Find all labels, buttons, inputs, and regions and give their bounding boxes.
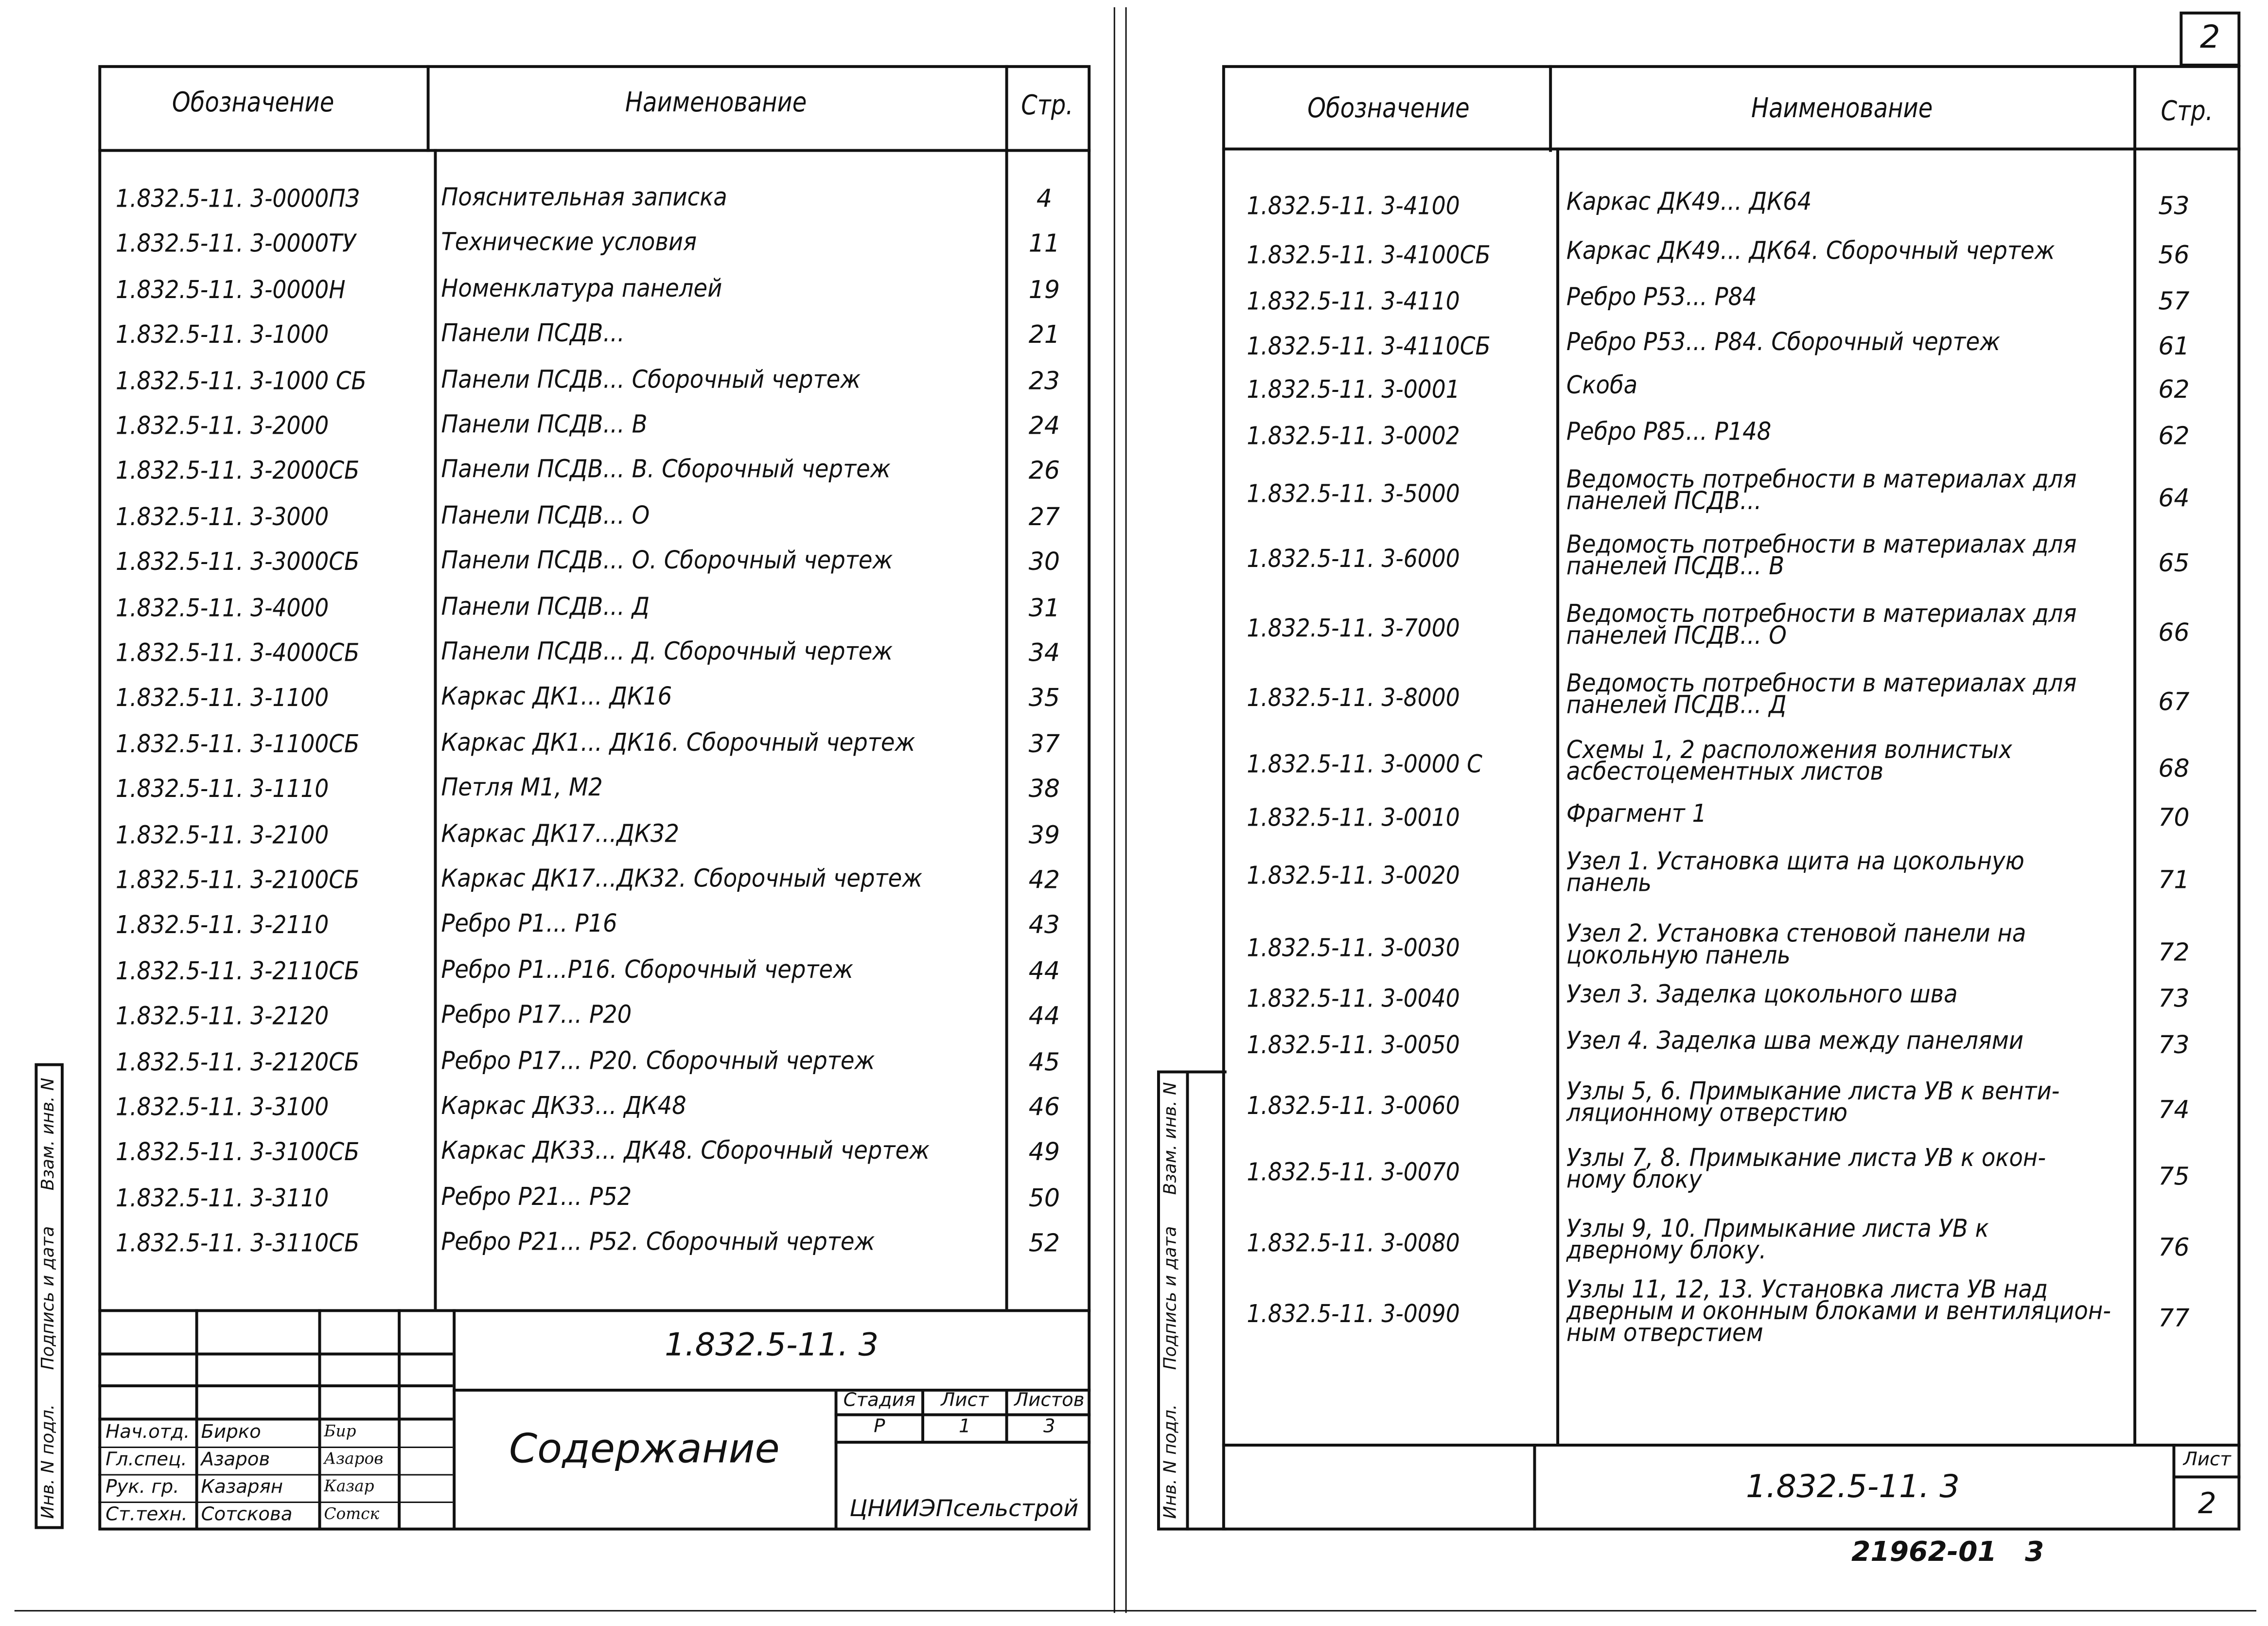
row-page: 68 [2158, 755, 2190, 784]
signer-signature: Азаров [324, 1449, 384, 1468]
stage-value: Р [874, 1416, 885, 1438]
col-divider [1005, 65, 1008, 1309]
signer-role: Гл.спец. [105, 1449, 187, 1471]
row-code: 1.832.5-11. 3-2110 [116, 912, 329, 941]
signer-role: Нач.отд. [105, 1422, 190, 1444]
row-name: Ребро Р85... Р148 [1566, 418, 1772, 447]
fold-line [1114, 7, 1115, 1613]
row-page: 4 [1036, 185, 1053, 214]
row-page: 35 [1028, 685, 1060, 714]
row-page: 42 [1028, 866, 1060, 896]
row-code: 1.832.5-11. 3-3110СБ [116, 1230, 360, 1259]
row-code: 1.832.5-11. 3-3000 [116, 503, 329, 532]
row-name: Каркас ДК17...ДК32 [441, 819, 679, 849]
signer-signature: Сотск [324, 1504, 380, 1523]
row-name: Ребро Р21... Р52 [441, 1183, 632, 1212]
row-page: 23 [1028, 367, 1060, 396]
row-name: Панели ПСДВ... Д. Сборочный чертеж [441, 637, 893, 667]
row-code: 1.832.5-11. 3-2000 [116, 412, 329, 442]
row-code: 1.832.5-11. 3-0000Н [116, 276, 346, 305]
row-name: Ребро Р17... Р20. Сборочный чертеж [441, 1046, 875, 1076]
signer-name: Казарян [201, 1477, 283, 1499]
row-page: 62 [2158, 422, 2190, 452]
row-code: 1.832.5-11. 3-0000ПЗ [116, 185, 360, 214]
row-code: 1.832.5-11. 3-2120 [116, 1003, 329, 1032]
tb-divider [835, 1441, 1091, 1444]
row-code: 1.832.5-11. 3-4000СБ [116, 639, 360, 669]
archive-number: 21962-01 [1851, 1536, 1997, 1568]
tb-divider [98, 1353, 453, 1356]
row-page: 57 [2158, 288, 2190, 317]
row-name: Скоба [1566, 371, 1638, 401]
row-name: Номенклатура панелей [441, 274, 722, 304]
row-name: Узел 4. Заделка шва между панелями [1566, 1027, 2024, 1056]
row-name: Ребро Р53... Р84. Сборочный чертеж [1566, 328, 2001, 357]
copy-number: 3 [2025, 1536, 2044, 1568]
row-code: 1.832.5-11. 3-2120СБ [116, 1048, 360, 1078]
row-code: 1.832.5-11. 3-2100СБ [116, 866, 360, 896]
sheets-label: Листов [1014, 1390, 1085, 1412]
row-page: 61 [2158, 333, 2190, 362]
row-code: 1.832.5-11. 3-0070 [1247, 1158, 1460, 1188]
row-page: 73 [2158, 1031, 2190, 1060]
sheets-value: 3 [1043, 1416, 1055, 1438]
signer-role: Ст.техн. [105, 1504, 188, 1526]
row-name: Каркас ДК1... ДК16. Сборочный чертеж [441, 728, 915, 758]
row-name: Пояснительная записка [441, 183, 727, 213]
row-name: Технические условия [441, 229, 697, 258]
row-page: 64 [2158, 484, 2190, 514]
row-page: 30 [1028, 548, 1060, 578]
col-divider [434, 149, 437, 1309]
row-name: Панели ПСДВ... В [441, 410, 648, 440]
header-designation: Обозначение [1307, 92, 1470, 124]
row-name: Ведомость потребности в материалах для панелей ПСДВ... О [1566, 600, 2077, 651]
row-name: Каркас ДК49... ДК64 [1566, 188, 1812, 217]
row-code: 1.832.5-11. 3-0040 [1247, 985, 1460, 1014]
row-page: 71 [2158, 866, 2190, 896]
row-page: 65 [2158, 549, 2190, 579]
corner-page-number: 2 [2199, 20, 2220, 57]
row-name: Узлы 11, 12, 13. Установка листа УВ над дверным и оконным блоками и вентиляцион- ным отверстием [1566, 1275, 2111, 1348]
row-name: Панели ПСДВ... О. Сборочный чертеж [441, 547, 893, 576]
row-name: Ведомость потребности в материалах для панелей ПСДВ... В [1566, 530, 2077, 582]
row-code: 1.832.5-11. 3-1000 СБ [116, 367, 367, 396]
row-name: Ведомость потребности в материалах для панелей ПСДВ... [1566, 465, 2077, 517]
header-page: Стр. [1021, 89, 1073, 122]
row-page: 46 [1028, 1094, 1060, 1123]
tb-divider [98, 1447, 453, 1448]
side-label-sign: Подпись и дата [37, 1226, 58, 1370]
row-page: 52 [1028, 1230, 1060, 1259]
row-code: 1.832.5-11. 3-2000СБ [116, 458, 360, 487]
signer-name: Бирко [201, 1422, 261, 1444]
header-divider [98, 149, 1090, 152]
row-code: 1.832.5-11. 3-3110 [116, 1184, 329, 1214]
row-page: 24 [1028, 412, 1060, 442]
row-name: Каркас ДК17...ДК32. Сборочный чертеж [441, 865, 923, 894]
row-name: Ребро Р21... Р52. Сборочный чертеж [441, 1228, 875, 1257]
row-code: 1.832.5-11. 3-3100СБ [116, 1139, 360, 1168]
row-page: 66 [2158, 619, 2190, 648]
row-name: Панели ПСДВ... Д [441, 592, 650, 622]
row-name: Узлы 7, 8. Примыкание листа УВ к окон- ному блоку [1566, 1144, 2046, 1195]
col-divider [427, 65, 430, 152]
row-code: 1.832.5-11. 3-4100 [1247, 192, 1460, 222]
row-name: Каркас ДК1... ДК16 [441, 683, 672, 712]
tb-divider [98, 1384, 453, 1387]
row-code: 1.832.5-11. 3-0030 [1247, 934, 1460, 964]
row-code: 1.832.5-11. 3-5000 [1247, 480, 1460, 510]
tb-divider [98, 1418, 453, 1421]
signer-signature: Казар [324, 1477, 374, 1496]
row-page: 34 [1028, 639, 1060, 669]
sheet-label: Лист [941, 1390, 989, 1412]
row-name: Каркас ДК49... ДК64. Сборочный чертеж [1566, 237, 2055, 266]
title-block-top [98, 1309, 1090, 1312]
row-page: 74 [2158, 1096, 2190, 1126]
header-page: Стр. [2161, 95, 2213, 127]
row-code: 1.832.5-11. 3-1100 [116, 685, 329, 714]
row-page: 50 [1028, 1184, 1060, 1214]
row-page: 67 [2158, 689, 2190, 718]
row-code: 1.832.5-11. 3-0090 [1247, 1300, 1460, 1330]
header-divider [1222, 147, 2240, 150]
row-name: Ребро Р53... Р84 [1566, 283, 1757, 313]
row-name: Ребро Р17... Р20 [441, 1001, 632, 1030]
row-name: Узел 3. Заделка цокольного шва [1566, 981, 1958, 1010]
row-name: Ведомость потребности в материалах для панелей ПСДВ... Д [1566, 670, 2077, 721]
row-name: Каркас ДК33... ДК48 [441, 1092, 686, 1121]
tb-divider [2172, 1476, 2240, 1479]
row-page: 19 [1028, 276, 1060, 305]
row-page: 44 [1028, 957, 1060, 987]
row-page: 77 [2158, 1305, 2190, 1334]
row-code: 1.832.5-11. 3-3100 [116, 1094, 329, 1123]
row-page: 43 [1028, 912, 1060, 941]
row-code: 1.832.5-11. 3-1000 [116, 321, 329, 351]
sheet-value: 2 [2198, 1485, 2216, 1520]
header-name: Наименование [625, 87, 807, 119]
row-code: 1.832.5-11. 3-4100СБ [1247, 241, 1491, 271]
row-code: 1.832.5-11. 3-4110 [1247, 288, 1460, 317]
bottom-edge [15, 1610, 2256, 1611]
row-page: 31 [1028, 594, 1060, 623]
row-page: 27 [1028, 503, 1060, 532]
row-page: 39 [1028, 821, 1060, 850]
tb-divider [98, 1474, 453, 1476]
row-code: 1.832.5-11. 3-0000ТУ [116, 230, 356, 260]
row-name: Узел 2. Установка стеновой панели на цокольную панель [1566, 920, 2026, 971]
row-name: Каркас ДК33... ДК48. Сборочный чертеж [441, 1137, 930, 1167]
col-divider [1549, 65, 1552, 152]
header-name: Наименование [1751, 92, 1933, 124]
row-name: Узел 1. Установка щита на цокольную панель [1566, 848, 2024, 899]
row-code: 1.832.5-11. 3-0001 [1247, 376, 1460, 405]
col-divider [2133, 65, 2136, 1445]
sheet-label: Лист [2183, 1449, 2231, 1471]
side-label-replace: Взам. инв. N [1160, 1082, 1180, 1195]
row-name: Узлы 9, 10. Примыкание листа УВ к дверному блоку. [1566, 1215, 1989, 1266]
row-page: 26 [1028, 458, 1060, 487]
sheet-value: 1 [959, 1416, 971, 1438]
row-code: 1.832.5-11. 3-0002 [1247, 422, 1460, 452]
signer-role: Рук. гр. [105, 1477, 179, 1499]
side-label-sign: Подпись и дата [1160, 1226, 1180, 1370]
row-page: 44 [1028, 1003, 1060, 1032]
row-page: 75 [2158, 1163, 2190, 1192]
row-page: 56 [2158, 241, 2190, 271]
row-code: 1.832.5-11. 3-4000 [116, 594, 329, 623]
signer-signature: Бир [324, 1422, 356, 1441]
row-code: 1.832.5-11. 3-0080 [1247, 1229, 1460, 1259]
side-label-replace: Взам. инв. N [37, 1078, 58, 1191]
row-code: 1.832.5-11. 3-0060 [1247, 1092, 1460, 1121]
side-label-inv: Инв. N подл. [1160, 1403, 1180, 1519]
row-code: 1.832.5-11. 3-6000 [1247, 545, 1460, 575]
tb-divider [98, 1502, 453, 1503]
row-code: 1.832.5-11. 3-1100СБ [116, 730, 360, 760]
row-name: Панели ПСДВ... О [441, 501, 650, 531]
row-page: 76 [2158, 1234, 2190, 1263]
row-code: 1.832.5-11. 3-0020 [1247, 862, 1460, 891]
stage-label: Стадия [843, 1390, 915, 1412]
row-page: 38 [1028, 776, 1060, 805]
row-name: Панели ПСДВ... В. Сборочный чертеж [441, 456, 891, 485]
row-page: 21 [1028, 321, 1060, 351]
side-divider [1186, 1071, 1189, 1531]
row-name: Панели ПСДВ... Сборочный чертеж [441, 365, 861, 394]
row-code: 1.832.5-11. 3-2100 [116, 821, 329, 850]
row-page: 62 [2158, 376, 2190, 405]
row-name: Узлы 5, 6. Примыкание листа УВ к венти- ляционному отверстию [1566, 1078, 2060, 1129]
row-name: Схемы 1, 2 расположения волнистых асбестоцементных листов [1566, 736, 2012, 787]
doc-code: 1.832.5-11. 3 [1745, 1469, 1960, 1506]
row-name: Ребро Р1... Р16 [441, 910, 617, 939]
row-page: 73 [2158, 985, 2190, 1014]
title-block-top [1222, 1444, 2240, 1447]
row-code: 1.832.5-11. 3-0000 С [1247, 751, 1482, 780]
row-page: 72 [2158, 938, 2190, 968]
doc-code: 1.832.5-11. 3 [665, 1328, 879, 1364]
row-name: Петля М1, М2 [441, 774, 603, 803]
col-divider [1556, 147, 1559, 1445]
row-page: 45 [1028, 1048, 1060, 1078]
side-label-inv: Инв. N подл. [37, 1403, 58, 1519]
row-name: Панели ПСДВ... [441, 320, 625, 349]
signer-name: Сотскова [201, 1504, 293, 1526]
row-page: 37 [1028, 730, 1060, 760]
row-code: 1.832.5-11. 3-4110СБ [1247, 333, 1491, 362]
organization: ЦНИИЭПсельстрой [849, 1494, 1079, 1522]
row-code: 1.832.5-11. 3-1110 [116, 776, 329, 805]
row-code: 1.832.5-11. 3-8000 [1247, 684, 1460, 713]
signer-name: Азаров [201, 1449, 270, 1471]
row-code: 1.832.5-11. 3-0050 [1247, 1031, 1460, 1060]
row-page: 11 [1028, 230, 1060, 260]
row-code: 1.832.5-11. 3-7000 [1247, 615, 1460, 644]
header-designation: Обозначение [172, 87, 334, 119]
row-page: 70 [2158, 804, 2190, 833]
doc-title: Содержание [509, 1425, 780, 1473]
row-name: Ребро Р1...Р16. Сборочный чертеж [441, 955, 854, 985]
row-page: 49 [1028, 1139, 1060, 1168]
row-name: Фрагмент 1 [1566, 800, 1707, 829]
row-code: 1.832.5-11. 3-2110СБ [116, 957, 360, 987]
row-code: 1.832.5-11. 3-3000СБ [116, 548, 360, 578]
fold-line [1125, 7, 1127, 1613]
row-page: 53 [2158, 192, 2190, 222]
row-code: 1.832.5-11. 3-0010 [1247, 804, 1460, 833]
